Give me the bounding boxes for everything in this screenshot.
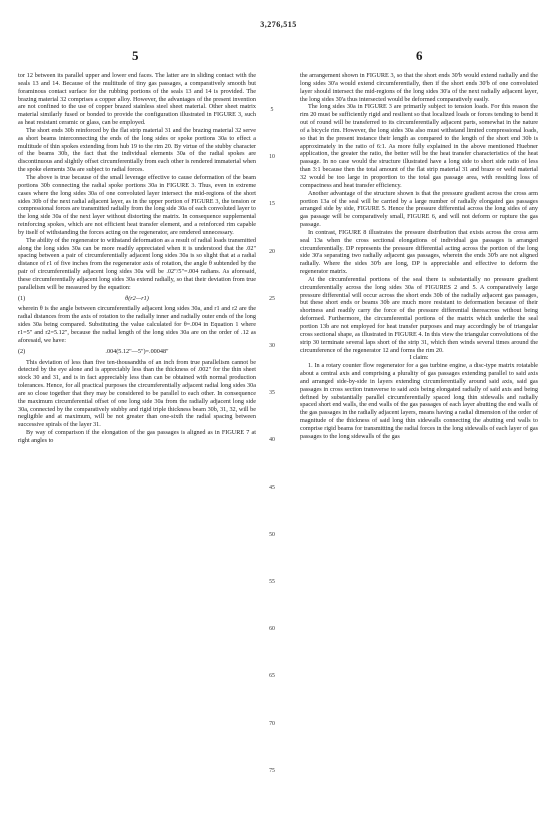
patent-number: 3,276,515 bbox=[260, 20, 297, 29]
equation-expression: θ(r2—r1) bbox=[125, 294, 149, 302]
paragraph: In contrast, FIGURE 8 illustrates the pressure distribution that exists across the cross arm seal 13a when the cross sectional elongations of individual gas passages is arranged circumferentially. DP represents the pressure differential acting across the portion of the long side 30'a separating two radially adjacent gas passages, wherein the ends 30'b are not aligned radially. Where the sides 30'b are long, DP is appreciable and effective to deform the regenerator matrix. bbox=[300, 228, 538, 276]
equation-label: (2) bbox=[18, 347, 26, 355]
paragraph: The short ends 30b reinforced by the flat strip material 31 and the brazing material 32 serve as short beams interconnecting the ends of the long sides or spoke portions 30a to effect a multitude of thin spokes extending from hub 19 to the rim 20. By virtue of the stubby character of the beams 30b, the fact that the individual elements 30a of the radial spokes are discontinuous and slightly offset circumferentially from each other is rendered immaterial when the spoke elements 30a are subject to radial forces. bbox=[18, 126, 256, 174]
line-number: 20 bbox=[269, 248, 275, 255]
paragraph: The long sides 30a in FIGURE 3 are primarily subject to tension loads. For this reason the rim 20 must be sufficiently rigid and resilient so that localized loads or forces tending to bend it out of round will be transferred to its circumferentially adjacent parts, somewhat in the nature of a bicycle rim. However, the long sides 30a also must withstand limited compressional loads, so that in the present instance their length as compared to the length of the short end 30b is approximately in the ratio of 6:1. As more fully explained in the above mentioned Huebner application, the greater the ratio, the better will be the heat transfer characteristics of the heat passage. In no case would the structure illustrated have a long side to short side ratio of less than 3:1 because then the total amount of the flat strip material 31 and braze or weld material 32 would be too large in proportion to the total gas passage area, with resulting loss of compactness and heat transfer efficiency. bbox=[300, 103, 538, 189]
line-number: 30 bbox=[269, 343, 275, 349]
equation-1 bbox=[18, 292, 256, 306]
paragraph: Another advantage of the structure shown is that the pressure gradient across the cross arm portion 13a of the seal will be carried by a large number of radially elongated gas passages arranged side by side, FIGURE 5. Hence the pressure differential across the long sides of any gas passage will be comparatively small, FIGURE 6, and will not deform or rupture the gas passage. bbox=[300, 189, 538, 229]
claim-text: 1. In a rotary counter flow regenerator for a gas turbine engine, a disc-type matrix rotatable about a central axis and comprising a plurality of gas passages extending parallel to said axis and arranged side-by-side in layers extending circumferentially around said axis, said gas passages in cross section transverse to said axis being elongated radially of said axis and being defined by substantially parallel circumferentially spaced long thin sidewalls and radially spaced short end walls, the end walls of the gas passages of each layer abutting the end walls of the gas passages in the radially adjacent layers, means having a radial dimension of the order of magnitude of the thickness of said long thin sidewalls connecting the abutting end walls to comprise rigid beams for transmitting the radial forces in the long sidewalls of each layer of gas passages to the long sidewalls of the gas bbox=[300, 362, 538, 440]
left-column-number: 5 bbox=[132, 48, 139, 63]
line-number: 25 bbox=[269, 295, 275, 302]
line-number: 45 bbox=[269, 484, 275, 491]
paragraph: tor 12 between its parallel upper and lower end faces. The latter are in sliding contact with the seals 13 and 14. Because of the multitude of tiny gas passages, a comparatively smooth but foraminous contact surface for the rubbing portions of the seals 13 and 14 is provided. The brazing material 32 comprises a copper alloy. However, the advantages of the present invention are not confined to the use of copper brazed stainless steel sheet material. Other sheet matrix material similarly fused or bonded to provide the configuration illustrated in FIGURE 3, such as heat resistant ceramic or glass, can be employed. bbox=[18, 72, 256, 127]
paragraph: By way of comparison if the elongation of the gas passages is aligned as in FIGURE 7 at right angles to bbox=[18, 429, 256, 444]
claim-heading: I claim: bbox=[409, 354, 429, 362]
line-number: 35 bbox=[269, 390, 275, 397]
paragraph: The above is true because of the small leverage effective to cause deformation of the beam portions 30b connecting the radial spoke portions 30a in FIGURE 3. Thus, even in extreme cases where the long sides 30a of one convoluted layer intersect the mid-regions of the short sides 30b of the next radial adjacent layer, as in the upper portion of FIGURE 3, the tension or compressional forces are transmitted radially from the long side 30a of each convoluted layer to the long side 30a of the next layer without distorting the matrix. In consequence supplemental reinforcing spokes, which are not efficient heat transfer element, and a reinforced rim capable by itself of withstanding the forces acting on the regenerator, are rendered unnecessary. bbox=[18, 173, 256, 236]
equation-2 bbox=[18, 345, 256, 359]
line-number: 65 bbox=[269, 673, 275, 680]
line-number: 55 bbox=[269, 579, 275, 585]
line-number: 40 bbox=[269, 437, 275, 444]
right-column bbox=[300, 72, 538, 441]
line-number: 60 bbox=[269, 626, 275, 633]
paragraph: This deviation of less than five ten-thousandths of an inch from true parallelism cannot be detected by the eye alone and is appreciably less than the thickness of .002" for the thin sheet stock 30 and 31, and is in fact appreciably less than can be obtained with normal production tolerances. Hence, for all practical purposes the circumferentially adjacent radial long sides 30a are so close together that they may be considered to be parallel to each other. In consequence the maximum circumferential offset of one long side 30a from the radially adjacent long side 30a, connected by the comparatively stubby and rigid triple thickness beam 30b, 31, 32, will be negligible and at maximum, will be not greater than one-sixth the radial spacing between successive spirals of the layer 31. bbox=[18, 358, 256, 429]
line-number: 70 bbox=[269, 720, 275, 727]
paragraph: At the circumferential portions of the seal there is substantially no pressure gradient circumferentially across the long sides 30a of FIGURES 2 and 5. A comparatively large pressure differential will occur across the short ends 30b of the radially adjacent gas passages, but these short ends or beams 30b are much more resistant to deformation because of their shortness and readily carry the force of the pressure differential thereacross without being deformed. Furthermore, the circumferential portions of the matrix which underlie the seal portion 13b are not employed for heat transfer purposes and may accordingly be of triangular cross sectional shape, as illustrated in FIGURE 4. In this view the triangular convolutions of the strip 30 terminate several laps short of the strip 31, which then winds several times around the circumference of the regenerator 12 and forms the rim 20. bbox=[300, 275, 538, 354]
line-number: 10 bbox=[269, 154, 275, 161]
paragraph: the arrangement shown in FIGURE 3, so that the short ends 30'b would extend radially and the long sides 30'a would extend circumferentially, then if the short ends 30'b of one convoluted layer should intersect the mid-regions of the long sides 30'a of the next radially adjacent layer, the long sides 30'a thus intersected would be deformed comparatively easily. bbox=[300, 72, 538, 103]
equation-expression: .004(5.12"—5")=.00048" bbox=[105, 347, 169, 355]
equation-label: (1) bbox=[18, 294, 26, 302]
paragraph: The ability of the regenerator to withstand deformation as a result of radial loads transmitted along the long sides 30a can be more readily appreciated when it is understood that the .02" spacing between a pair of circumferentially adjacent long sides 30a is so slight that at a radial distance of r1 of five inches from the regenerator axis of rotation, the angle θ subtended by the pair of circumferentially adjacent long sides 30a will be .02"/5"=.004 radians. As aforesaid, these circumferentially adjacent long sides 30a extend radially, so that their deviation from true parallelism will be measured by the equation: bbox=[18, 236, 256, 291]
line-number: 15 bbox=[269, 201, 275, 208]
left-column bbox=[18, 72, 256, 445]
line-number: 50 bbox=[269, 531, 275, 538]
right-column-number: 6 bbox=[416, 48, 423, 63]
line-number: 75 bbox=[269, 767, 275, 774]
paragraph: wherein θ is the angle between circumferentially adjacent long sides 30a, and r1 and r2 are the radial distances from the axis of rotation to the radially inner and radially outer ends of the long sides 30a being compared. Substituting the value calculated for θ=.004 in Equation 1 where r1=5" and r2=5.12", because the radial length of the long sides 30a are on the order of .12 as aforesaid, we have: bbox=[18, 305, 256, 344]
line-number: 5 bbox=[270, 107, 274, 113]
